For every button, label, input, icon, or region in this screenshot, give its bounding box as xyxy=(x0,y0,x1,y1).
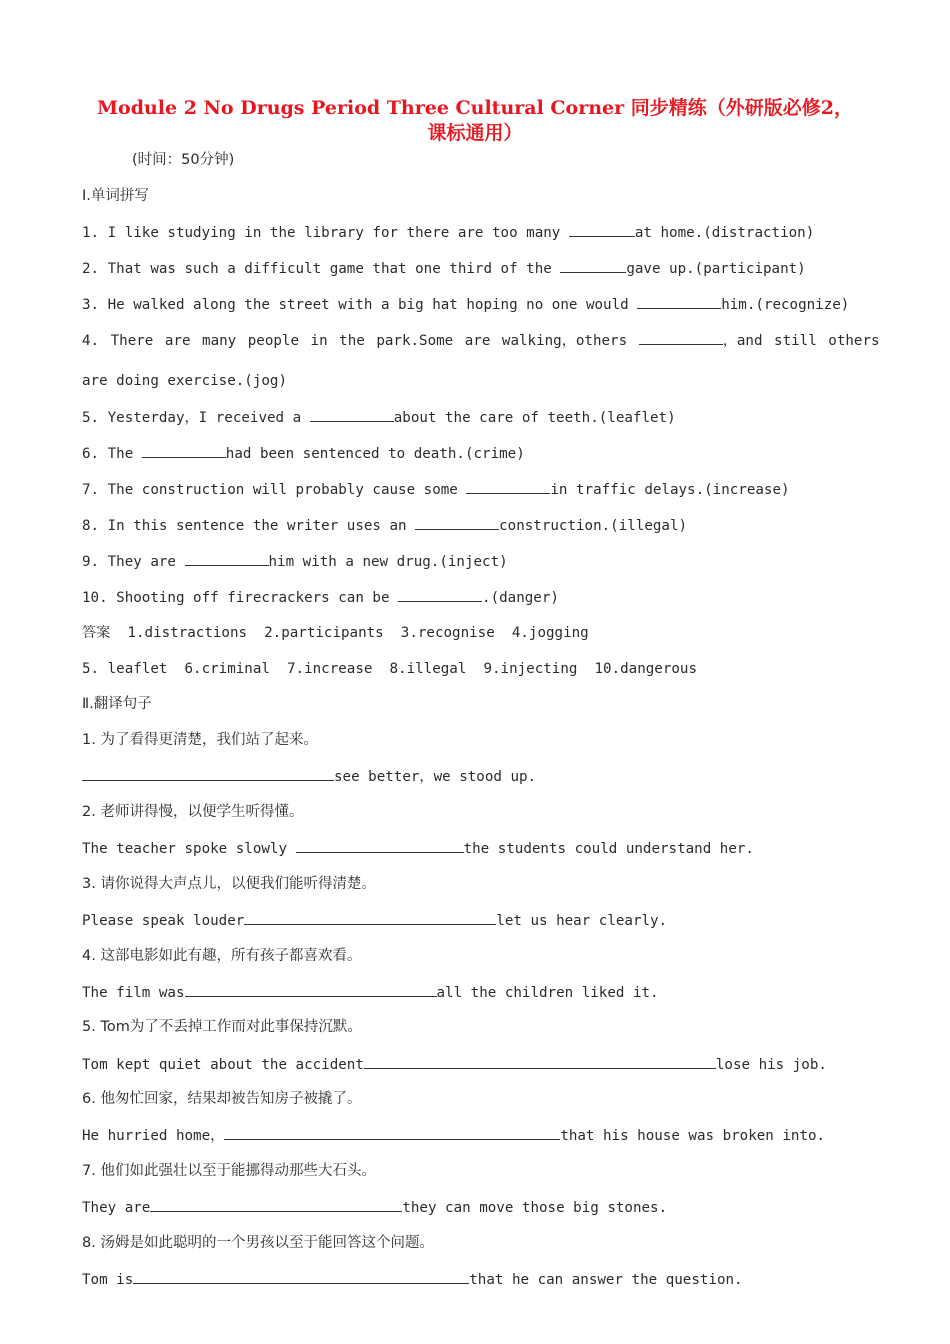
spelling-item-7: 7. The construction will probably cause some in traffic delays.(increase) xyxy=(82,479,790,500)
answer-blank xyxy=(560,258,626,273)
spelling-item-8: 8. In this sentence the writer uses an construction.(illegal) xyxy=(82,515,687,536)
spelling-item-10: 10. Shooting off firecrackers can be .(danger) xyxy=(82,587,559,608)
translation-answer-5: Tom kept quiet about the accident lose his job. xyxy=(82,1054,827,1075)
translation-answer-3: Please speak louder let us hear clearly. xyxy=(82,910,667,931)
answer-blank xyxy=(244,910,496,925)
answer-blank xyxy=(82,766,334,781)
spelling-item-2: 2. That was such a difficult game that one third of the gave up.(participant) xyxy=(82,258,806,279)
translation-answer-1: see better，we stood up. xyxy=(82,766,536,787)
time-note: (时间：50分钟) xyxy=(132,152,235,168)
translation-prompt-1: 1. 为了看得更清楚，我们站了起来。 xyxy=(82,732,318,748)
translation-answer-6: He hurried home， that his house was broken into. xyxy=(82,1125,825,1146)
answer-blank xyxy=(150,1197,402,1212)
answer-blank xyxy=(185,982,437,997)
translation-answer-8: Tom is that he can answer the question. xyxy=(82,1269,743,1290)
translation-prompt-6: 6. 他匆忙回家，结果却被告知房子被撬了。 xyxy=(82,1091,362,1107)
answer-blank xyxy=(296,838,464,853)
section-1-heading: Ⅰ.单词拼写 xyxy=(82,188,149,204)
translation-answer-2: The teacher spoke slowly the students could understand her. xyxy=(82,838,754,859)
spelling-item-4: 4. There are many people in the park.Some are walking，others ，and still others xyxy=(82,330,880,351)
answer-blank xyxy=(637,294,721,309)
title-line-1: Module 2 No Drugs Period Three Cultural Corner 同步精练（外研版必修2， xyxy=(97,97,853,119)
translation-prompt-8: 8. 汤姆是如此聪明的一个男孩以至于能回答这个问题。 xyxy=(82,1235,434,1251)
translation-prompt-7: 7. 他们如此强壮以至于能挪得动那些大石头。 xyxy=(82,1163,376,1179)
answer-blank xyxy=(398,587,482,602)
translation-prompt-3: 3. 请你说得大声点儿，以便我们能听得清楚。 xyxy=(82,876,376,892)
answer-blank xyxy=(133,1269,469,1284)
answer-blank xyxy=(415,515,499,530)
answer-blank xyxy=(364,1054,716,1069)
spelling-item-9: 9. They are him with a new drug.(inject) xyxy=(82,551,508,572)
spelling-item-4-cont: are doing exercise.(jog) xyxy=(82,373,287,389)
spelling-item-5: 5. Yesterday，I received a about the care of teeth.(leaflet) xyxy=(82,407,676,428)
answer-blank xyxy=(224,1125,560,1140)
translation-prompt-2: 2. 老师讲得慢，以便学生听得懂。 xyxy=(82,804,304,820)
answer-blank xyxy=(310,407,394,422)
answer-key-line-2: 5. leaflet 6.criminal 7.increase 8.illegal 9.injecting 10.dangerous xyxy=(82,661,697,677)
translation-prompt-5: 5. Tom为了不丢掉工作而对此事保持沉默。 xyxy=(82,1019,362,1035)
answer-key-line-1: 答案 1.distractions 2.participants 3.recognise 4.jogging xyxy=(82,625,589,641)
answer-blank xyxy=(142,443,226,458)
answer-blank xyxy=(466,479,550,494)
answer-blank xyxy=(569,222,635,237)
translation-answer-7: They are they can move those big stones. xyxy=(82,1197,667,1218)
answer-blank xyxy=(185,551,269,566)
spelling-item-1: 1. I like studying in the library for there are too many at home.(distraction) xyxy=(82,222,814,243)
answer-blank xyxy=(639,330,723,345)
translation-answer-4: The film was all the children liked it. xyxy=(82,982,659,1003)
title-line-2: 课标通用） xyxy=(427,122,523,144)
document-title xyxy=(40,96,910,146)
translation-prompt-4: 4. 这部电影如此有趣，所有孩子都喜欢看。 xyxy=(82,948,362,964)
spelling-item-6: 6. The had been sentenced to death.(crime) xyxy=(82,443,525,464)
section-2-heading: Ⅱ.翻译句子 xyxy=(82,696,152,712)
spelling-item-3: 3. He walked along the street with a big hat hoping no one would him.(recognize) xyxy=(82,294,849,315)
